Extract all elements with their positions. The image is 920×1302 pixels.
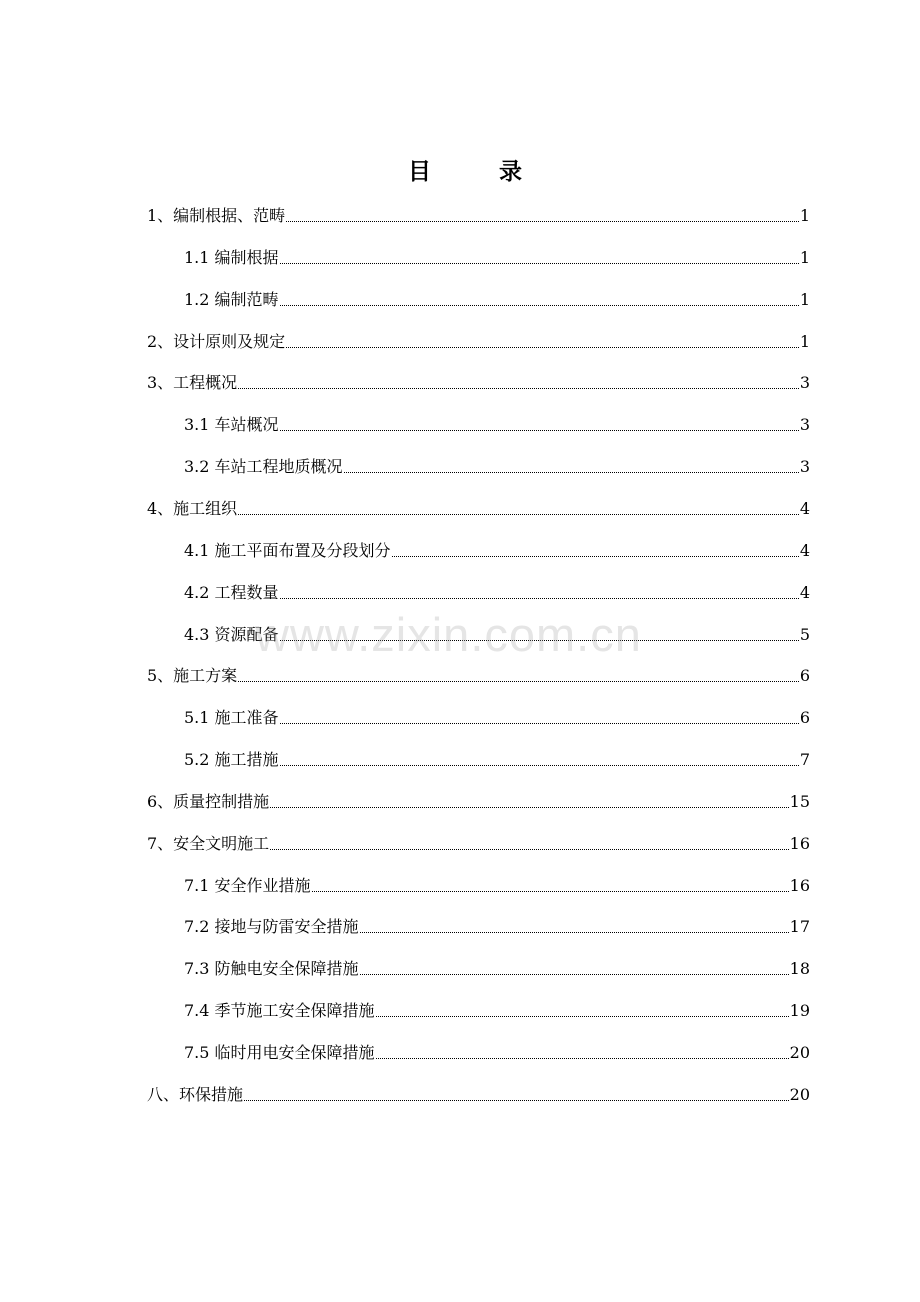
toc-entry[interactable] [147,329,810,353]
toc-entry-page: 3 [799,457,810,476]
toc-entry-label: 3.2 车站工程地质概况 [184,457,343,476]
toc-leader-dots [270,848,788,850]
toc-leader-dots [238,513,799,515]
toc-entry-page: 6 [799,708,810,727]
toc-entry-page: 20 [789,1043,810,1062]
toc-entry-label: 7.4 季节施工安全保障措施 [184,1001,375,1020]
toc-leader-dots [280,722,799,724]
toc-entry-label: 7.3 防触电安全保障措施 [184,959,359,978]
toc-entry-page: 19 [789,1001,810,1020]
toc-entry[interactable] [147,1082,810,1106]
toc-entry-page: 15 [789,792,810,811]
toc-entry-page: 1 [799,290,810,309]
toc-entry[interactable] [184,873,810,897]
toc-entry[interactable] [147,370,810,394]
toc-entry-label: 1、编制根据、范畴 [147,206,286,225]
toc-leader-dots [244,1099,789,1101]
toc-entry-page: 16 [789,834,810,853]
watermark: www.zixin.com.cn [255,608,642,661]
toc-entry[interactable] [184,914,810,938]
toc-leader-dots [280,597,799,599]
toc-leader-dots [360,931,789,933]
toc-entry-label: 3、工程概况 [147,373,238,392]
toc-entry-label: 5.1 施工准备 [184,708,279,727]
toc-entry[interactable] [184,747,810,771]
toc-entry[interactable] [184,1040,810,1064]
toc-entry-label: 4.1 施工平面布置及分段划分 [184,541,391,560]
toc-entry[interactable] [184,412,810,436]
toc-entry-label: 3.1 车站概况 [184,415,279,434]
toc-entry[interactable] [184,956,810,980]
toc-entry-label: 1.2 编制范畴 [184,290,279,309]
toc-entry[interactable] [184,580,810,604]
toc-entry-page: 3 [799,415,810,434]
toc-leader-dots [376,1015,789,1017]
toc-leader-dots [238,680,799,682]
toc-entry-page: 6 [799,666,810,685]
toc-entry-page: 17 [789,917,810,936]
toc-entry[interactable] [184,705,810,729]
toc-entry[interactable] [147,203,810,227]
toc-entry[interactable] [184,245,810,269]
toc-leader-dots [286,346,799,348]
toc-entry-page: 7 [799,750,810,769]
toc-entry[interactable] [147,831,810,855]
toc-entry-label: 4.3 资源配备 [184,625,279,644]
toc-entry-label: 4、施工组织 [147,499,238,518]
toc-leader-dots [270,806,788,808]
toc-entry-label: 6、质量控制措施 [147,792,270,811]
toc-leader-dots [280,304,799,306]
toc-title: 目 录 [407,158,552,185]
toc-entry-page: 3 [799,373,810,392]
toc-entry-page: 16 [789,876,810,895]
toc-entry-page: 4 [799,499,810,518]
toc-leader-dots [238,387,799,389]
toc-entry[interactable] [184,622,810,646]
toc-entry-page: 5 [799,625,810,644]
toc-leader-dots [376,1057,789,1059]
toc-leader-dots [360,973,789,975]
toc-entry-page: 18 [789,959,810,978]
toc-entry[interactable] [147,789,810,813]
toc-entry-label: 2、设计原则及规定 [147,332,286,351]
toc-entry-label: 7.1 安全作业措施 [184,876,311,895]
toc-entry-page: 1 [799,248,810,267]
toc-leader-dots [344,471,799,473]
toc-entry-label: 5.2 施工措施 [184,750,279,769]
toc-leader-dots [312,890,789,892]
toc-entry[interactable] [147,496,810,520]
toc-leader-dots [280,764,799,766]
toc-leader-dots [280,429,799,431]
toc-entry-page: 1 [799,206,810,225]
toc-leader-dots [280,639,799,641]
toc-entry-page: 4 [799,583,810,602]
toc-leader-dots [392,555,799,557]
toc-entry[interactable] [147,663,810,687]
toc-entry-label: 7.5 临时用电安全保障措施 [184,1043,375,1062]
toc-entry-page: 1 [799,332,810,351]
toc-entry-page: 20 [789,1085,810,1104]
toc-entry-label: 7、安全文明施工 [147,834,270,853]
toc-entry-label: 八、环保措施 [147,1085,244,1104]
toc-entry[interactable] [184,998,810,1022]
toc-entry[interactable] [184,538,810,562]
toc-entry-label: 7.2 接地与防雷安全措施 [184,917,359,936]
toc-entry[interactable] [184,454,810,478]
toc-entry-label: 1.1 编制根据 [184,248,279,267]
toc-entry-label: 5、施工方案 [147,666,238,685]
toc-entry[interactable] [184,287,810,311]
toc-leader-dots [286,220,799,222]
toc-entry-label: 4.2 工程数量 [184,583,279,602]
toc-entry-page: 4 [799,541,810,560]
toc-leader-dots [280,262,799,264]
